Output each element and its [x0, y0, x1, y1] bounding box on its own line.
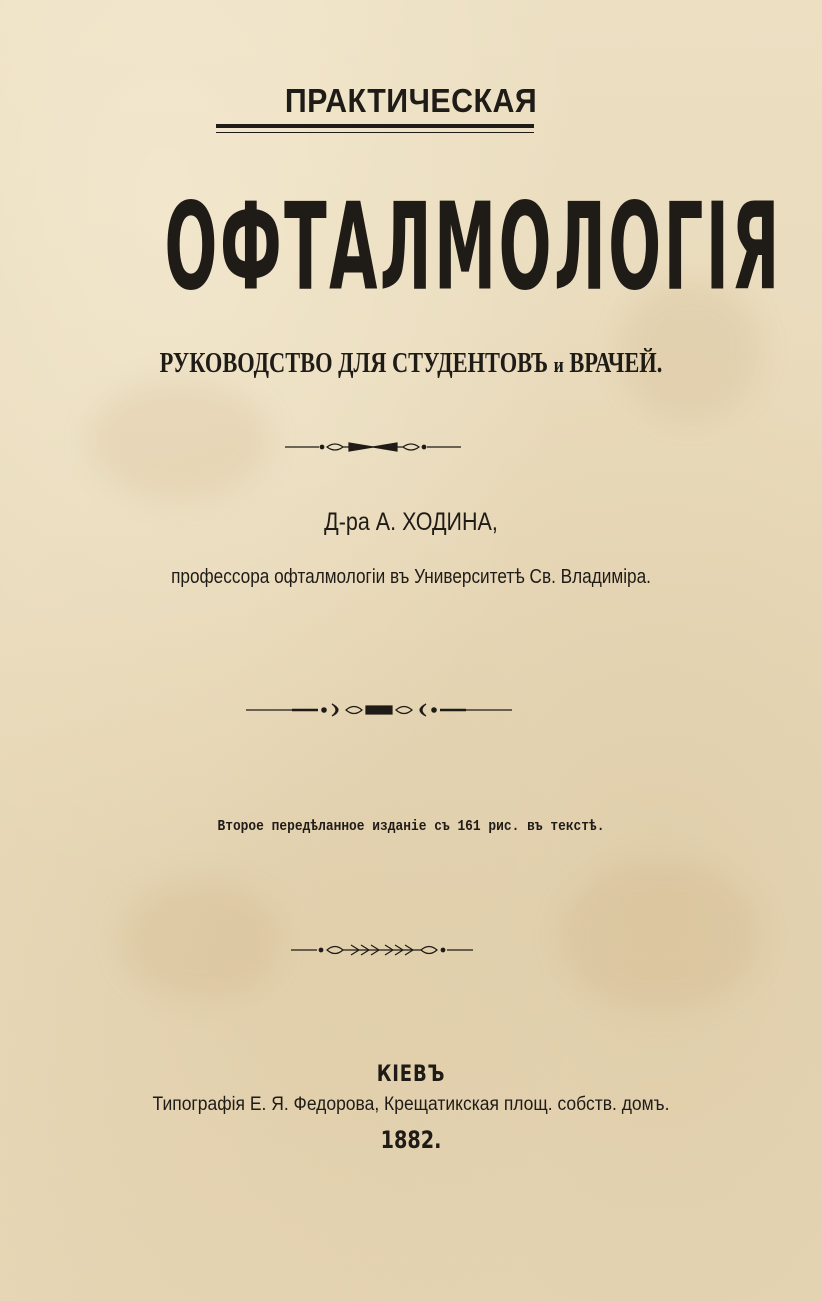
overline-title: ПРАКТИЧЕСКАЯ [284, 82, 538, 119]
ornament-divider-icon [285, 437, 461, 457]
author-name: Д-ра А. ХОДИНА, [324, 508, 498, 536]
paper-stain [90, 380, 270, 500]
subtitle [82, 348, 740, 380]
publication-year: 1882. [380, 1126, 442, 1154]
ornament-divider-icon [291, 940, 473, 960]
printer-line: Типографія Е. Я. Федорова, Крещатикская площ. собств. домъ. [152, 1094, 670, 1115]
subtitle-part1: РУКОВОДСТВО ДЛЯ СТУДЕНТОВЪ [159, 348, 549, 379]
paper-stain [120, 880, 280, 1000]
paper-stain [560, 860, 760, 1010]
main-title: ОФТАЛМОЛОГІЯ [164, 176, 782, 318]
ornament-divider-icon [246, 698, 512, 722]
author-position: профессора офталмологіи въ Университетѣ Св. Владиміра. [171, 566, 651, 588]
double-rule-divider [216, 124, 534, 133]
edition-note: Второе передѣланное изданіе съ 161 рис. въ текстѣ. [217, 818, 605, 835]
subtitle-part2: ВРАЧЕЙ. [569, 348, 663, 379]
subtitle-conjunction: и [553, 352, 564, 377]
publication-city: КІЕВЪ [376, 1062, 446, 1087]
